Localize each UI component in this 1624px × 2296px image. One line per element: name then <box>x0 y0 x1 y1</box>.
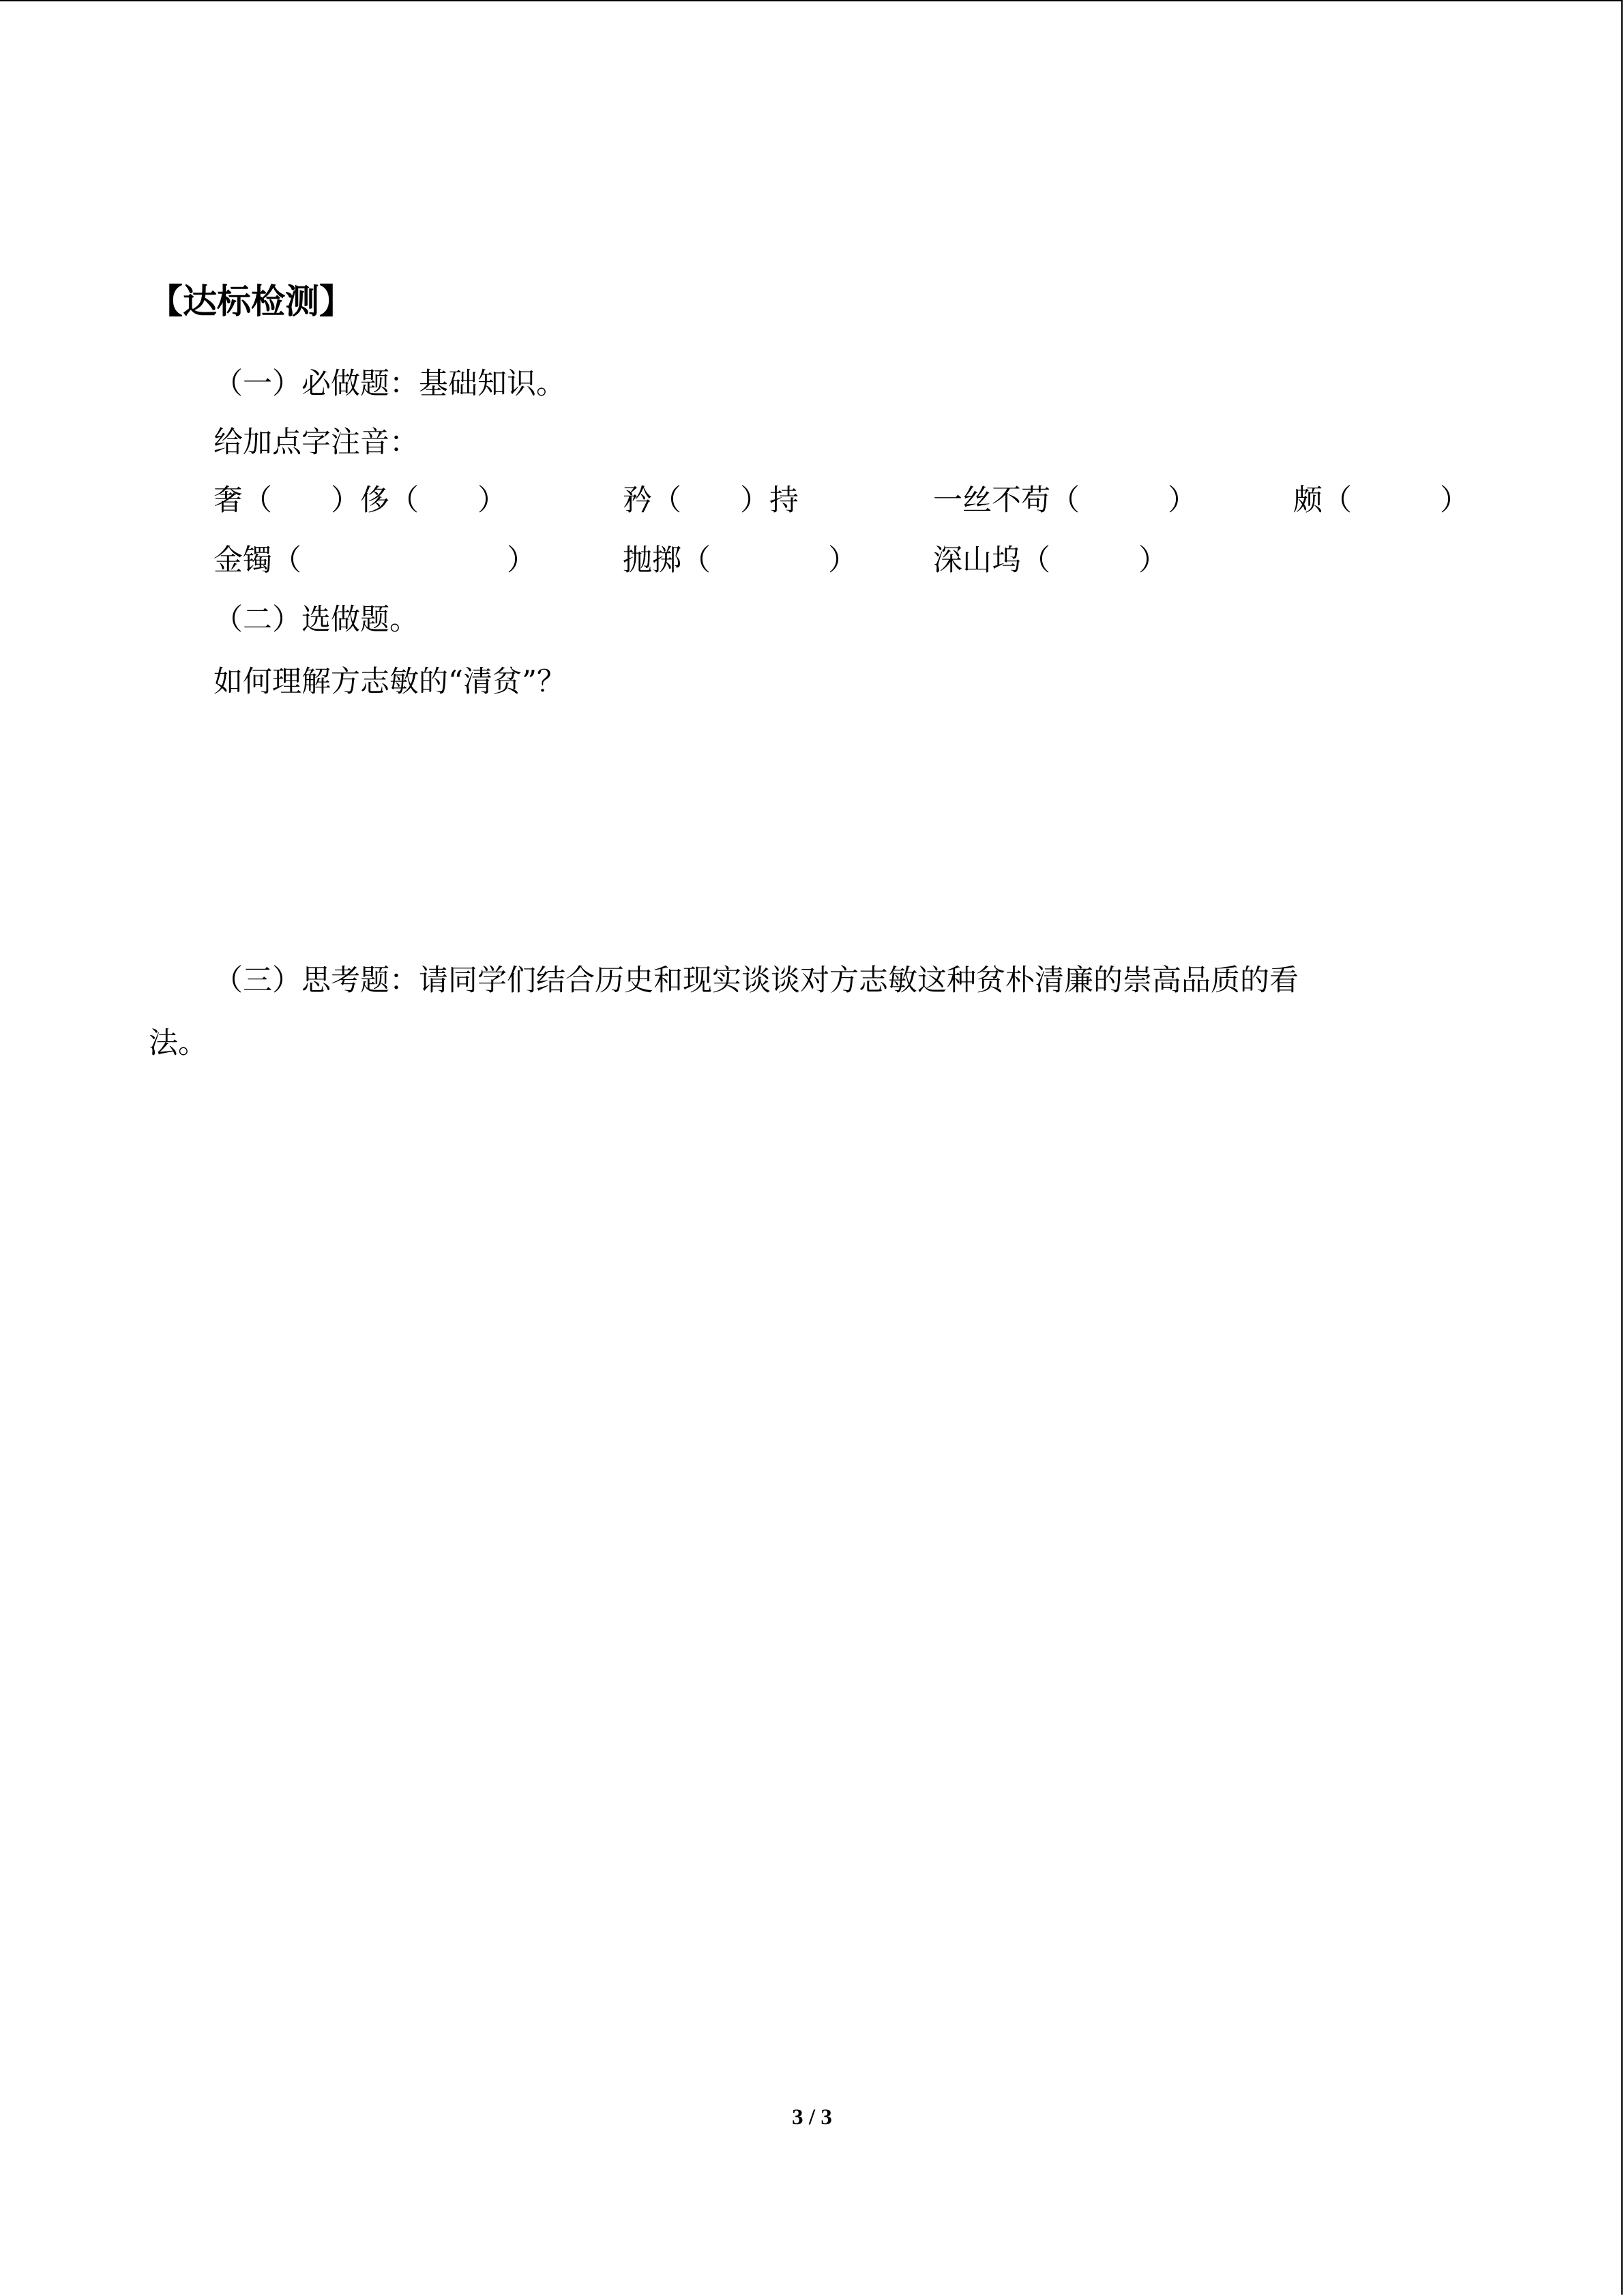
pinyin-item-jinchi: 矜（ ）持 <box>623 483 799 518</box>
pinyin-item-jinzhuo: 金镯（ ） <box>213 543 536 578</box>
part1-instruction: 给加点字注音： <box>213 426 419 460</box>
pinyin-item-shenshanwu: 深山坞（ ） <box>933 543 1168 578</box>
page-number: 3 / 3 <box>792 2105 832 2130</box>
part3-question-line2: 法。 <box>149 1026 207 1060</box>
part1-heading: （一）必做题：基础知识。 <box>213 367 565 401</box>
section-title: 【达标检测】 <box>149 282 353 321</box>
pinyin-item-po: 颇（ ） <box>1293 483 1469 518</box>
part2-question: 如何理解方志敏的“清贫”？ <box>213 665 566 699</box>
pinyin-item-paozhi: 抛掷（ ） <box>623 543 857 578</box>
part3-question-line1: （三）思考题：请同学们结合历史和现实谈谈对方志敏这种贫朴清廉的崇高品质的看 <box>213 964 1299 998</box>
pinyin-item-yisibugou: 一丝不苟（ ） <box>933 483 1197 518</box>
part2-heading: （二）选做题。 <box>213 603 419 637</box>
pinyin-item-shechi: 奢（ ）侈（ ） <box>213 483 507 518</box>
